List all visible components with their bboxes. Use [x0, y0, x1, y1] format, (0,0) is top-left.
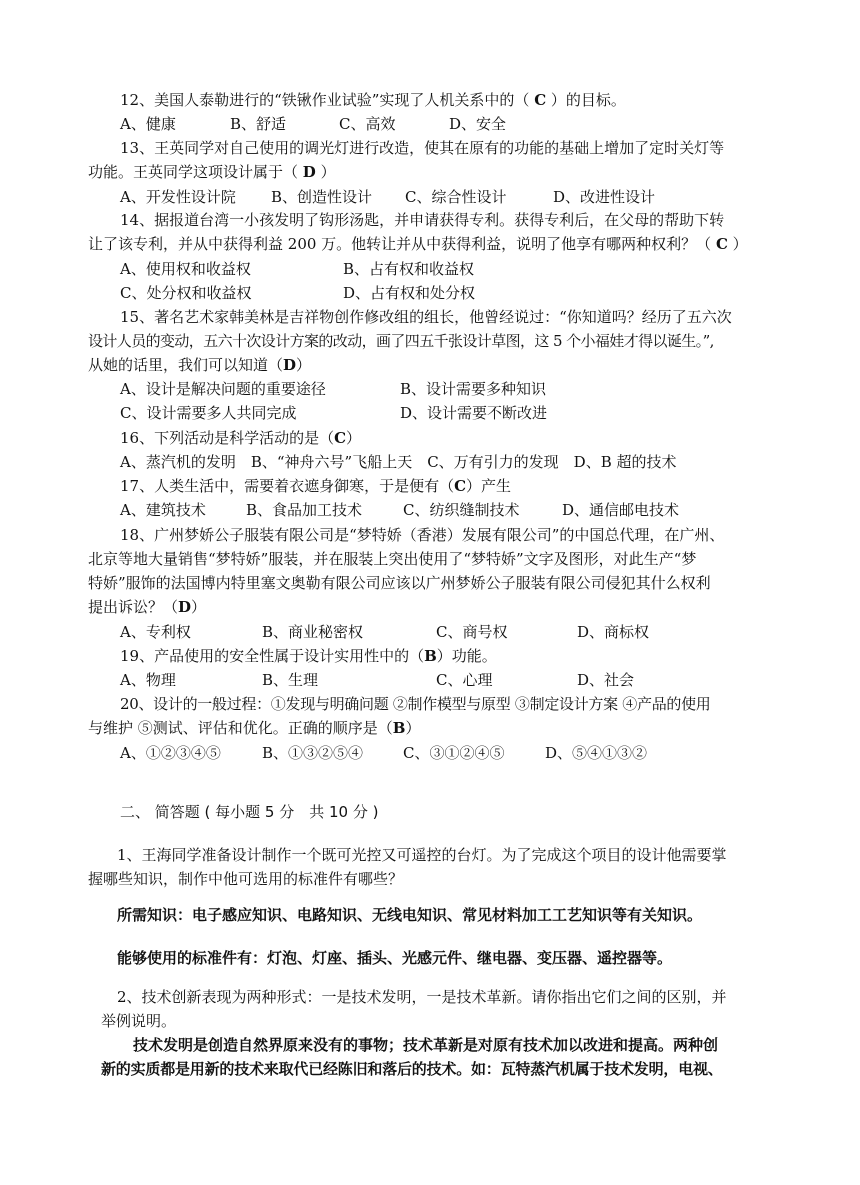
- question-12: [120, 90, 626, 110]
- question-18-line-1: 18、广州梦娇公子服装有限公司是“梦特娇（香港）发展有限公司”的中国总代理，在广州、: [120, 526, 725, 544]
- answer-mark: D: [283, 356, 297, 374]
- answer-mark: B: [424, 647, 437, 665]
- option-c: C、③①②④⑤: [403, 744, 505, 762]
- options-18: [0, 622, 860, 642]
- answer-label: 所需知识：: [117, 906, 193, 924]
- options-15-row-2: [0, 403, 860, 423]
- question-15-line-2: 设计人员的变动，五六十次设计方案的改动，画了四五千张设计草图，这 5 个小福娃才得以诞生。”,: [88, 332, 714, 350]
- options-17: [0, 500, 860, 520]
- option-a: A、建筑技术: [120, 501, 206, 519]
- answer-standard-parts: [117, 948, 672, 968]
- answer-mark: C: [715, 235, 728, 253]
- question-18-line-4: 提出诉讼？（D）: [88, 598, 207, 616]
- option-c: C、设计需要多人共同完成: [120, 404, 297, 422]
- option-c: C、商号权: [436, 623, 508, 641]
- option-d: D、通信邮电技术: [562, 501, 680, 519]
- question-text: ）的目标。: [546, 91, 626, 109]
- question-18-line-3: 特娇”服饰的法国博内特里塞文奥勒有限公司应该以广州梦娇公子服装有限公司侵犯其什么权利: [88, 574, 711, 592]
- option-b: B、舒适: [230, 115, 287, 133]
- answer-label: 能够使用的标准件有：: [117, 949, 268, 967]
- section-title: 二、 简答题 ( 每小题 5 分 共 10 分 ): [120, 803, 379, 821]
- short-question-1-line-2: 握哪些知识，制作中他可选用的标准件有哪些？: [88, 870, 404, 888]
- option-d: D、改进性设计: [553, 188, 656, 206]
- option-b: B、商业秘密权: [262, 623, 364, 641]
- question-15-line-3: 从她的话里，我们可以知道（D）: [88, 356, 312, 374]
- option-a: A、设计是解决问题的重要途径: [120, 380, 326, 398]
- question-17: 17、人类生活中，需要着衣遮身御寒，于是便有（C）产生: [120, 477, 512, 495]
- question-15-line-1: 15、著名艺术家韩美林是吉祥物创作修改组的组长，他曾经说过：“你知道吗？经历了五六次: [120, 308, 732, 326]
- option-c: C、高效: [339, 115, 396, 133]
- options-14-row-2: [0, 283, 860, 303]
- option-a: A、专利权: [120, 623, 191, 641]
- option-b: B、设计需要多种知识: [400, 380, 547, 398]
- answer-knowledge: [117, 905, 702, 925]
- answer-mark: D: [302, 163, 316, 181]
- option-a: A、①②③④⑤: [120, 744, 221, 762]
- option-b: B、占有权和收益权: [343, 260, 475, 278]
- short-answer-2-line-2: 新的实质都是用新的技术来取代已经陈旧和落后的技术。如：瓦特蒸汽机属于技术发明，电视、: [101, 1060, 723, 1078]
- option-a: A、使用权和收益权: [120, 260, 251, 278]
- short-question-2-line-2: 举例说明。: [101, 1012, 177, 1030]
- option-c: C、综合性设计: [405, 188, 507, 206]
- answer-mark: B: [392, 719, 406, 737]
- option-d: D、社会: [577, 671, 635, 689]
- question-13-line-2: 功能。王英同学这项设计属于（ D ）: [88, 163, 336, 181]
- answer-text: 灯泡、灯座、插头、光感元件、继电器、变压器、遥控器等。: [267, 949, 673, 967]
- question-18-line-2: 北京等地大量销售“梦特娇”服装，并在服装上突出使用了“梦特娇”文字及图形，对此生产“梦: [88, 550, 697, 568]
- option-d: D、⑤④①③②: [545, 744, 648, 762]
- question-14-line-1: 14、据报道台湾一小孩发明了钩形汤匙，并申请获得专利。获得专利后，在父母的帮助下转: [120, 211, 725, 229]
- question-text: 12、美国人泰勒进行的“铁锹作业试验”实现了人机关系中的（: [120, 91, 535, 109]
- option-b: B、生理: [262, 671, 319, 689]
- question-16: 16、下列活动是科学活动的是（C）: [120, 429, 362, 447]
- options-13: [0, 187, 860, 207]
- option-b: B、创造性设计: [271, 188, 373, 206]
- options-19: [0, 670, 860, 690]
- option-c: C、处分权和收益权: [120, 284, 252, 302]
- option-b: B、食品加工技术: [246, 501, 363, 519]
- option-c: C、心理: [436, 671, 493, 689]
- short-question-2-line-1: 2、技术创新表现为两种形式：一是技术发明，一是技术革新。请你指出它们之间的区别，并: [117, 988, 727, 1006]
- option-d: D、设计需要不断改进: [400, 404, 548, 422]
- answer-mark: D: [178, 598, 192, 616]
- option-b: B、①③②⑤④: [262, 744, 364, 762]
- question-19: 19、产品使用的安全性属于设计实用性中的（B）功能。: [120, 647, 497, 665]
- options-20: [0, 743, 860, 763]
- options-14-row-1: [0, 259, 860, 279]
- options-12: [0, 114, 860, 134]
- option-a: A、开发性设计院: [120, 188, 236, 206]
- options-16: A、蒸汽机的发明 B、“神舟六号”飞船上天 C、万有引力的发现 D、B 超的技术: [120, 453, 677, 471]
- option-d: D、安全: [449, 115, 507, 133]
- option-d: D、占有权和处分权: [343, 284, 476, 302]
- answer-mark: C: [534, 91, 547, 109]
- option-a: A、物理: [120, 671, 176, 689]
- short-question-1-line-1: 1、王海同学准备设计制作一个既可光控又可遥控的台灯。为了完成这个项目的设计他需要掌: [117, 846, 727, 864]
- option-d: D、商标权: [577, 623, 650, 641]
- question-20-line-2: 与维护 ⑤测试、评估和优化。正确的顺序是（B）: [88, 719, 421, 737]
- answer-text: 电子感应知识、电路知识、无线电知识、常见材料加工工艺知识等有关知识。: [192, 906, 703, 924]
- option-a: A、健康: [120, 115, 176, 133]
- option-c: C、纺织缝制技术: [403, 501, 520, 519]
- question-14-line-2: 让了该专利，并从中获得利益 200 万。他转让并从中获得利益，说明了他享有哪两种权利？（ C ）: [88, 235, 748, 253]
- short-answer-2-line-1: 技术发明是创造自然界原来没有的事物；技术革新是对原有技术加以改进和提高。两种创: [133, 1036, 719, 1054]
- question-13-line-1: 13、王英同学对自己使用的调光灯进行改造，使其在原有的功能的基础上增加了定时关灯等: [120, 139, 725, 157]
- answer-mark: C: [454, 477, 467, 495]
- options-15-row-1: [0, 379, 860, 399]
- answer-mark: C: [334, 429, 347, 447]
- question-20-line-1: 20、设计的一般过程：①发现与明确问题 ②制作模型与原型 ③制定设计方案 ④产品的使用: [120, 695, 711, 713]
